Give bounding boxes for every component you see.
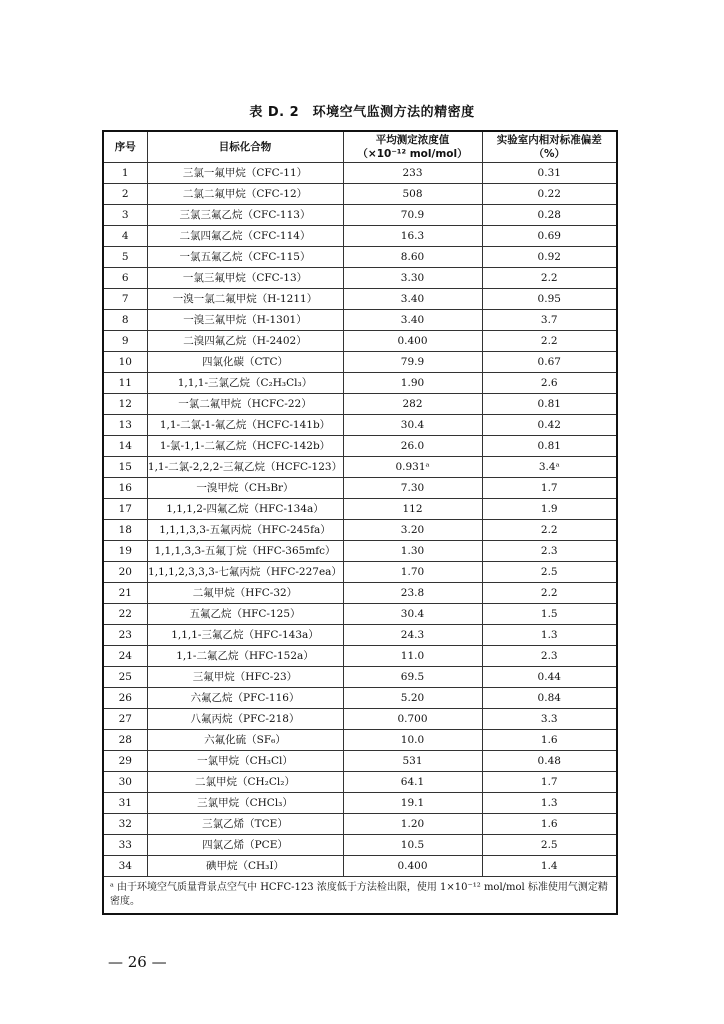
footnote: ᵃ 由于环境空气质量背景点空气中 HCFC-123 浓度低于方法检出限，使用 1×10⁻¹² mol/mol 标准使用气测定精密度。 (103, 877, 617, 915)
cell-no: 3 (103, 205, 147, 226)
cell-no: 4 (103, 226, 147, 247)
table-row (103, 331, 617, 352)
cell-no: 20 (103, 562, 147, 583)
table-row (103, 499, 617, 520)
header-mean-line2: （×10⁻¹² mol/mol） (357, 148, 468, 160)
cell-rsd: 2.2 (482, 583, 617, 604)
cell-rsd: 0.81 (482, 394, 617, 415)
table-row (103, 268, 617, 289)
cell-mean: 64.1 (343, 772, 482, 793)
cell-compound: 八氟丙烷（PFC-218） (147, 709, 343, 730)
table-row (103, 310, 617, 331)
table-row (103, 352, 617, 373)
cell-compound: 六氟化硫（SF₆） (147, 730, 343, 751)
cell-rsd: 1.6 (482, 814, 617, 835)
cell-mean: 112 (343, 499, 482, 520)
table-row (103, 646, 617, 667)
cell-mean: 69.5 (343, 667, 482, 688)
table-row (103, 562, 617, 583)
cell-mean: 1.20 (343, 814, 482, 835)
table-row (103, 226, 617, 247)
table-row (103, 436, 617, 457)
cell-mean: 3.30 (343, 268, 482, 289)
table-row (103, 709, 617, 730)
cell-no: 30 (103, 772, 147, 793)
cell-no: 6 (103, 268, 147, 289)
cell-mean: 30.4 (343, 415, 482, 436)
precision-table (102, 130, 618, 915)
cell-no: 17 (103, 499, 147, 520)
cell-mean: 24.3 (343, 625, 482, 646)
cell-compound: 一氯三氟甲烷（CFC-13） (147, 268, 343, 289)
cell-no: 33 (103, 835, 147, 856)
cell-compound: 四氯化碳（CTC） (147, 352, 343, 373)
cell-compound: 二氯四氟乙烷（CFC-114） (147, 226, 343, 247)
cell-no: 29 (103, 751, 147, 772)
cell-rsd: 3.3 (482, 709, 617, 730)
cell-rsd: 2.3 (482, 541, 617, 562)
cell-compound: 三氯甲烷（CHCl₃） (147, 793, 343, 814)
cell-no: 23 (103, 625, 147, 646)
cell-rsd: 2.5 (482, 562, 617, 583)
cell-rsd: 1.5 (482, 604, 617, 625)
cell-rsd: 0.31 (482, 163, 617, 184)
cell-mean: 16.3 (343, 226, 482, 247)
cell-no: 21 (103, 583, 147, 604)
footnote-row (103, 877, 617, 915)
cell-compound: 1,1-二氯-1-氟乙烷（HCFC-141b） (147, 415, 343, 436)
cell-compound: 一氯五氟乙烷（CFC-115） (147, 247, 343, 268)
cell-no: 19 (103, 541, 147, 562)
cell-compound: 一氯二氟甲烷（HCFC-22） (147, 394, 343, 415)
cell-no: 24 (103, 646, 147, 667)
table-row (103, 247, 617, 268)
cell-compound: 1,1-二氯-2,2,2-三氟乙烷（HCFC-123） (147, 457, 343, 478)
table-row (103, 688, 617, 709)
cell-no: 14 (103, 436, 147, 457)
cell-rsd: 0.22 (482, 184, 617, 205)
table-row (103, 835, 617, 856)
cell-compound: 1,1,1-三氯乙烷（C₂H₃Cl₃） (147, 373, 343, 394)
cell-rsd: 2.3 (482, 646, 617, 667)
cell-rsd: 2.6 (482, 373, 617, 394)
cell-rsd: 0.67 (482, 352, 617, 373)
cell-rsd: 1.7 (482, 772, 617, 793)
cell-compound: 二溴四氟乙烷（H-2402） (147, 331, 343, 352)
cell-rsd: 0.81 (482, 436, 617, 457)
cell-no: 5 (103, 247, 147, 268)
table-row (103, 856, 617, 877)
cell-rsd: 2.2 (482, 331, 617, 352)
cell-mean: 7.30 (343, 478, 482, 499)
cell-compound: 1,1,1,2,3,3,3-七氟丙烷（HFC-227ea） (147, 562, 343, 583)
cell-compound: 五氟乙烷（HFC-125） (147, 604, 343, 625)
cell-no: 25 (103, 667, 147, 688)
cell-mean: 30.4 (343, 604, 482, 625)
cell-rsd: 0.42 (482, 415, 617, 436)
table-row (103, 205, 617, 226)
cell-no: 10 (103, 352, 147, 373)
cell-compound: 三氯一氟甲烷（CFC-11） (147, 163, 343, 184)
cell-mean: 79.9 (343, 352, 482, 373)
cell-no: 32 (103, 814, 147, 835)
cell-mean: 508 (343, 184, 482, 205)
cell-rsd: 0.69 (482, 226, 617, 247)
page-number: — 26 — (108, 953, 167, 971)
cell-mean: 8.60 (343, 247, 482, 268)
cell-mean: 3.20 (343, 520, 482, 541)
cell-compound: 四氯乙烯（PCE） (147, 835, 343, 856)
cell-mean: 11.0 (343, 646, 482, 667)
cell-mean: 0.400 (343, 331, 482, 352)
table-row (103, 289, 617, 310)
cell-rsd: 1.7 (482, 478, 617, 499)
cell-no: 31 (103, 793, 147, 814)
cell-mean: 10.5 (343, 835, 482, 856)
cell-compound: 三氟甲烷（HFC-23） (147, 667, 343, 688)
cell-mean: 1.70 (343, 562, 482, 583)
table-header (103, 131, 617, 163)
cell-mean: 1.30 (343, 541, 482, 562)
table-row (103, 583, 617, 604)
cell-rsd: 2.2 (482, 520, 617, 541)
cell-no: 2 (103, 184, 147, 205)
table-body (103, 163, 617, 877)
cell-compound: 1,1,1,3,3-五氟丁烷（HFC-365mfc） (147, 541, 343, 562)
cell-mean: 70.9 (343, 205, 482, 226)
cell-rsd: 0.95 (482, 289, 617, 310)
table-row (103, 478, 617, 499)
cell-mean: 23.8 (343, 583, 482, 604)
cell-mean: 3.40 (343, 289, 482, 310)
cell-compound: 1-氯-1,1-二氟乙烷（HCFC-142b） (147, 436, 343, 457)
cell-no: 28 (103, 730, 147, 751)
cell-no: 7 (103, 289, 147, 310)
cell-mean: 1.90 (343, 373, 482, 394)
cell-no: 12 (103, 394, 147, 415)
cell-rsd: 2.5 (482, 835, 617, 856)
cell-compound: 三氯乙烯（TCE） (147, 814, 343, 835)
table-row (103, 730, 617, 751)
cell-compound: 一溴三氟甲烷（H-1301） (147, 310, 343, 331)
cell-mean: 0.700 (343, 709, 482, 730)
header-rsd (482, 131, 617, 163)
cell-mean: 531 (343, 751, 482, 772)
table-footer (103, 877, 617, 915)
cell-no: 13 (103, 415, 147, 436)
cell-mean: 0.931ᵃ (343, 457, 482, 478)
cell-compound: 1,1,1,3,3-五氟丙烷（HFC-245fa） (147, 520, 343, 541)
cell-rsd: 3.4ᵃ (482, 457, 617, 478)
cell-compound: 二氯甲烷（CH₂Cl₂） (147, 772, 343, 793)
cell-mean: 10.0 (343, 730, 482, 751)
cell-rsd: 3.7 (482, 310, 617, 331)
cell-compound: 二氟甲烷（HFC-32） (147, 583, 343, 604)
table-row (103, 604, 617, 625)
header-rsd-line2: （%） (533, 148, 566, 160)
table-row (103, 457, 617, 478)
cell-mean: 282 (343, 394, 482, 415)
cell-no: 9 (103, 331, 147, 352)
table-row (103, 373, 617, 394)
cell-no: 22 (103, 604, 147, 625)
cell-rsd: 1.3 (482, 793, 617, 814)
cell-no: 15 (103, 457, 147, 478)
cell-compound: 碘甲烷（CH₃I） (147, 856, 343, 877)
header-compound: 目标化合物 (147, 131, 343, 163)
cell-compound: 二氯二氟甲烷（CFC-12） (147, 184, 343, 205)
header-no: 序号 (103, 131, 147, 163)
table-row (103, 184, 617, 205)
cell-no: 27 (103, 709, 147, 730)
cell-rsd: 1.3 (482, 625, 617, 646)
table-row (103, 793, 617, 814)
table-row (103, 814, 617, 835)
cell-mean: 26.0 (343, 436, 482, 457)
header-mean-line1: 平均测定浓度值 (375, 134, 450, 146)
table-row (103, 520, 617, 541)
table-row (103, 625, 617, 646)
cell-rsd: 1.9 (482, 499, 617, 520)
cell-compound: 1,1-二氟乙烷（HFC-152a） (147, 646, 343, 667)
cell-no: 8 (103, 310, 147, 331)
table-row (103, 772, 617, 793)
cell-compound: 三氯三氟乙烷（CFC-113） (147, 205, 343, 226)
header-rsd-line1: 实验室内相对标准偏差 (496, 134, 602, 146)
table-row (103, 163, 617, 184)
cell-rsd: 1.6 (482, 730, 617, 751)
cell-compound: 一溴一氯二氟甲烷（H-1211） (147, 289, 343, 310)
cell-rsd: 0.44 (482, 667, 617, 688)
table-row (103, 541, 617, 562)
table-row (103, 394, 617, 415)
cell-no: 1 (103, 163, 147, 184)
cell-rsd: 0.84 (482, 688, 617, 709)
cell-rsd: 2.2 (482, 268, 617, 289)
cell-compound: 一溴甲烷（CH₃Br） (147, 478, 343, 499)
cell-compound: 1,1,1,2-四氟乙烷（HFC-134a） (147, 499, 343, 520)
table-row (103, 751, 617, 772)
cell-mean: 0.400 (343, 856, 482, 877)
cell-mean: 19.1 (343, 793, 482, 814)
header-row (103, 131, 617, 163)
cell-no: 16 (103, 478, 147, 499)
cell-rsd: 1.4 (482, 856, 617, 877)
cell-mean: 3.40 (343, 310, 482, 331)
table-row (103, 415, 617, 436)
cell-mean: 5.20 (343, 688, 482, 709)
cell-no: 18 (103, 520, 147, 541)
cell-rsd: 0.48 (482, 751, 617, 772)
table-row (103, 667, 617, 688)
cell-no: 26 (103, 688, 147, 709)
cell-mean: 233 (343, 163, 482, 184)
header-mean (343, 131, 482, 163)
cell-compound: 六氟乙烷（PFC-116） (147, 688, 343, 709)
cell-no: 34 (103, 856, 147, 877)
cell-compound: 1,1,1-三氟乙烷（HFC-143a） (147, 625, 343, 646)
cell-compound: 一氯甲烷（CH₃Cl） (147, 751, 343, 772)
cell-rsd: 0.28 (482, 205, 617, 226)
cell-rsd: 0.92 (482, 247, 617, 268)
table-title: 表 D. 2 环境空气监测方法的精密度 (249, 105, 475, 120)
cell-no: 11 (103, 373, 147, 394)
